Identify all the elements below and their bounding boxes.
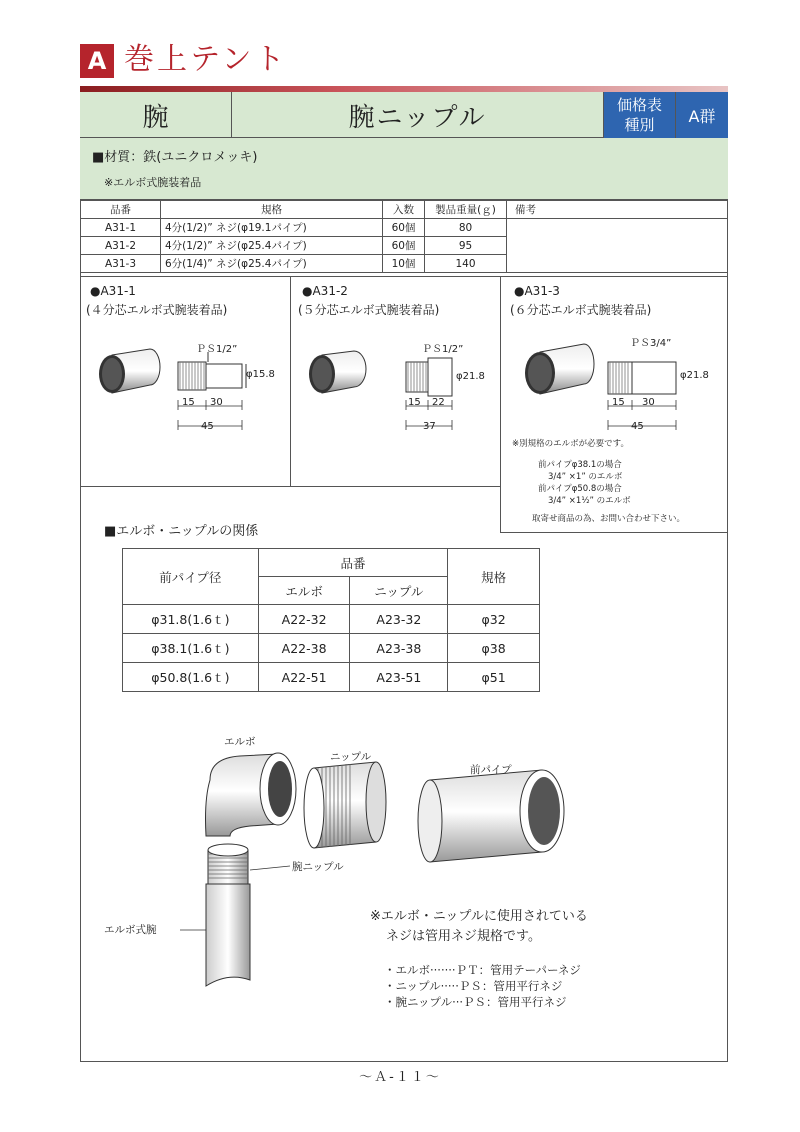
note-text: 3/4” ×1” のエルボ bbox=[548, 472, 623, 482]
dim-body: 30 bbox=[210, 397, 223, 408]
material-text: ■材質：鉄(ユニクロメッキ) bbox=[92, 150, 258, 165]
nipple-photo bbox=[516, 340, 600, 402]
thread-spec: ＰＳ3/4” bbox=[630, 338, 672, 349]
panel-bottom-rule bbox=[80, 486, 500, 487]
note-text: ※別規格のエルボが必要です。 bbox=[512, 439, 629, 449]
table-row bbox=[81, 219, 728, 237]
section-title: 巻上テント bbox=[124, 42, 288, 77]
dim-total: 45 bbox=[631, 421, 644, 432]
spec: φ38 bbox=[448, 634, 540, 663]
panel-code: ●A31-1 bbox=[90, 284, 136, 298]
col-weight: 製品重量(ｇ) bbox=[425, 201, 507, 219]
weight: 140 bbox=[425, 255, 507, 273]
thread-spec: ＰＳ1/2” bbox=[196, 344, 238, 355]
material-note: ※エルボ式腕装着品 bbox=[104, 176, 202, 189]
table-row bbox=[123, 605, 540, 634]
col-spec: 規格 bbox=[448, 549, 540, 605]
assembly-illustration bbox=[180, 740, 600, 1000]
elbow-label: エルボ bbox=[224, 736, 256, 748]
spec: φ51 bbox=[448, 663, 540, 692]
note-text: 取寄せ商品の為、お問い合わせ下さい。 bbox=[532, 514, 686, 524]
relation-table bbox=[122, 548, 540, 692]
nipple-no: A23-32 bbox=[350, 605, 448, 634]
elbow-no: A22-32 bbox=[258, 605, 350, 634]
col-front-pipe: 前パイプ径 bbox=[123, 549, 259, 605]
nipple-photo bbox=[302, 345, 374, 401]
arm-nipple-label: 腕ニップル bbox=[292, 861, 344, 873]
panel-bottom-rule bbox=[500, 532, 728, 533]
spec: 6分(1/4)” ネジ(φ25.4パイプ) bbox=[161, 255, 383, 273]
remarks bbox=[507, 219, 728, 273]
elbow-no: A22-51 bbox=[258, 663, 350, 692]
col-spec: 規格 bbox=[161, 201, 383, 219]
diameter: φ15.8 bbox=[246, 369, 275, 380]
panel-code: ●A31-3 bbox=[514, 284, 560, 298]
thread-list-item: ・エルボ·······ＰＴ：管用テーパーネジ bbox=[384, 963, 581, 977]
col-remarks: 備考 bbox=[507, 201, 728, 219]
spec-table bbox=[80, 200, 728, 273]
spec: 4分(1/2)” ネジ(φ25.4パイプ) bbox=[161, 237, 383, 255]
thread-note-line1: ※エルボ・ニップルに使用されている bbox=[370, 909, 588, 924]
group-label: A群 bbox=[676, 92, 728, 138]
pipe-dia: φ50.8(1.6ｔ) bbox=[123, 663, 259, 692]
page-number: ～Ａ-１１～ bbox=[359, 1070, 441, 1085]
thread-spec: ＰＳ1/2” bbox=[422, 344, 464, 355]
pipe-dia: φ31.8(1.6ｔ) bbox=[123, 605, 259, 634]
dim-total: 45 bbox=[201, 421, 214, 432]
nipple-no: A23-38 bbox=[350, 634, 448, 663]
category-label: 腕 bbox=[80, 92, 232, 138]
table-row bbox=[123, 634, 540, 663]
table-row bbox=[123, 663, 540, 692]
weight: 80 bbox=[425, 219, 507, 237]
panel-top-rule bbox=[80, 276, 728, 277]
relation-title: ■エルボ・ニップルの関係 bbox=[104, 524, 259, 539]
qty: 10個 bbox=[383, 255, 425, 273]
part-no: A31-1 bbox=[81, 219, 161, 237]
nipple-no: A23-51 bbox=[350, 663, 448, 692]
part-no: A31-3 bbox=[81, 255, 161, 273]
diameter: φ21.8 bbox=[456, 371, 485, 382]
elbow-no: A22-38 bbox=[258, 634, 350, 663]
nipple-photo bbox=[92, 345, 164, 401]
col-qty: 入数 bbox=[383, 201, 425, 219]
note-text: 3/4” ×1½” のエルボ bbox=[548, 496, 631, 506]
spec: 4分(1/2)” ネジ(φ19.1パイプ) bbox=[161, 219, 383, 237]
nipple-drawing bbox=[600, 340, 720, 440]
panel-desc: (４分芯エルボ式腕装着品) bbox=[86, 303, 228, 317]
spec-header-row bbox=[81, 201, 728, 219]
part-no: A31-2 bbox=[81, 237, 161, 255]
dim-body: 30 bbox=[642, 397, 655, 408]
price-label-line1: 価格表 bbox=[616, 96, 662, 114]
product-header bbox=[80, 92, 728, 138]
qty: 60個 bbox=[383, 219, 425, 237]
elbow-arm-label: エルボ式腕 bbox=[104, 924, 157, 936]
panel-desc: (６分芯エルボ式腕装着品) bbox=[510, 303, 652, 317]
weight: 95 bbox=[425, 237, 507, 255]
pipe-dia: φ38.1(1.6ｔ) bbox=[123, 634, 259, 663]
panel-desc: (５分芯エルボ式腕装着品) bbox=[298, 303, 440, 317]
dim-thread: 15 bbox=[612, 397, 625, 408]
thread-list-item: ・ニップル·····ＰＳ：管用平行ネジ bbox=[384, 979, 563, 993]
nipple-drawing bbox=[170, 340, 290, 440]
col-part-no: 品番 bbox=[81, 201, 161, 219]
panel-code: ●A31-2 bbox=[302, 284, 348, 298]
qty: 60個 bbox=[383, 237, 425, 255]
col-part-no: 品番 bbox=[258, 549, 448, 577]
product-name: 腕ニップル bbox=[232, 92, 604, 138]
col-nipple: ニップル bbox=[350, 577, 448, 605]
dim-thread: 15 bbox=[182, 397, 195, 408]
nipple-drawing bbox=[400, 340, 520, 440]
thread-list-item: ・腕ニップル···ＰＳ：管用平行ネジ bbox=[384, 995, 567, 1009]
col-elbow: エルボ bbox=[258, 577, 350, 605]
panel-divider bbox=[290, 276, 291, 486]
nipple-label: ニップル bbox=[330, 751, 372, 763]
thread-note-line2: ネジは管用ネジ規格です。 bbox=[386, 929, 541, 944]
diameter: φ21.8 bbox=[680, 370, 709, 381]
note-text: 前パイプφ50.8の場合 bbox=[538, 484, 622, 494]
relation-header-row bbox=[123, 549, 540, 577]
note-text: 前パイプφ38.1の場合 bbox=[538, 460, 622, 470]
spec: φ32 bbox=[448, 605, 540, 634]
price-label-line2: 種別 bbox=[624, 116, 655, 134]
dim-thread: 15 bbox=[408, 397, 421, 408]
dim-total: 37 bbox=[423, 421, 436, 432]
dim-body: 22 bbox=[432, 397, 445, 408]
front-pipe-label: 前パイプ bbox=[470, 764, 512, 776]
price-type-label bbox=[604, 92, 676, 138]
section-badge: A bbox=[80, 44, 114, 78]
